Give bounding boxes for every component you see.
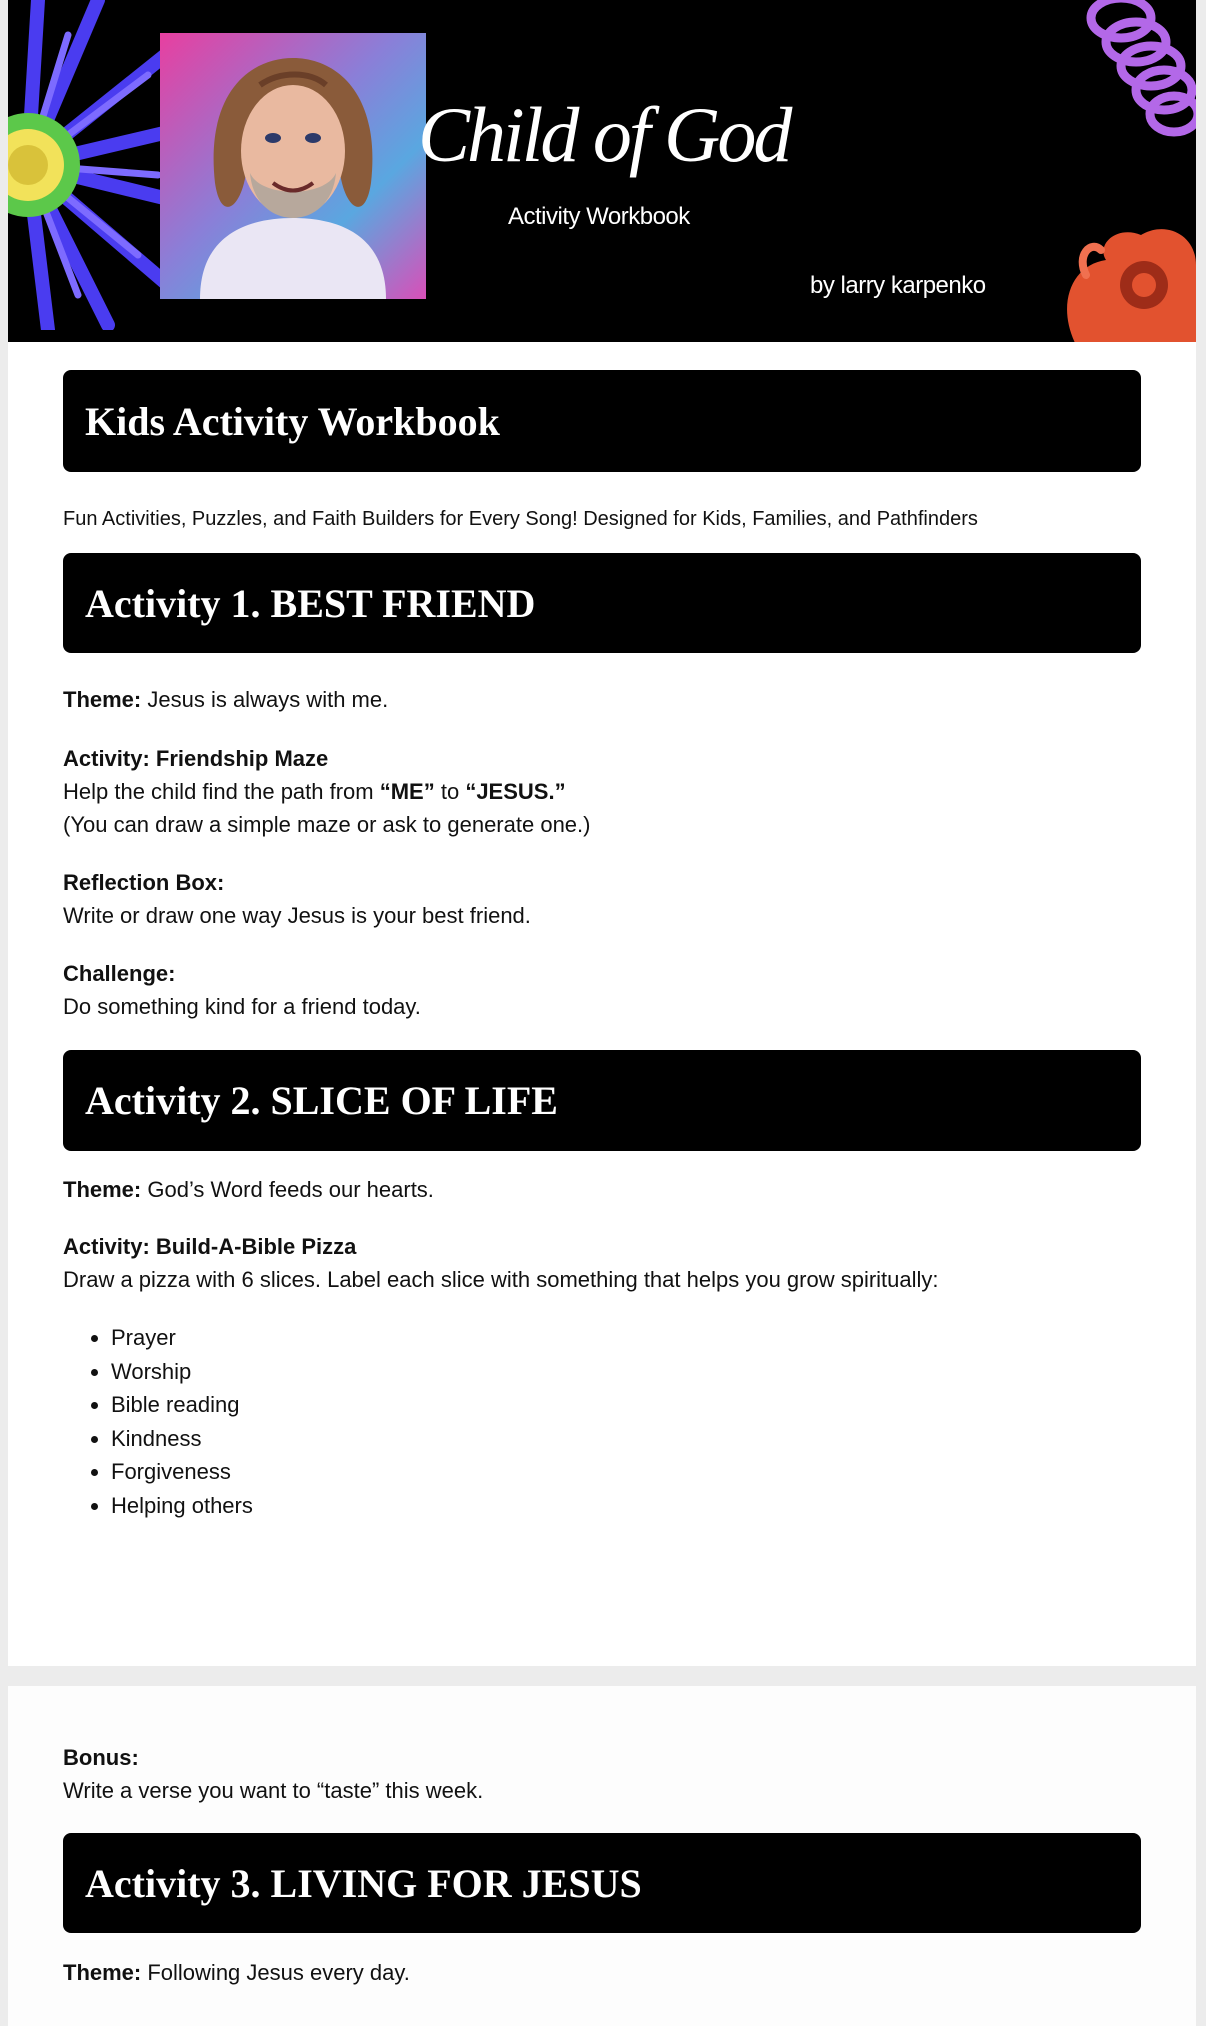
workbook-page-2 — [8, 1686, 1196, 2026]
activity-3-heading: Activity 3. LIVING FOR JESUS — [63, 1833, 1141, 1933]
challenge-label: Challenge: — [63, 961, 176, 986]
theme-label: Theme: — [63, 1960, 142, 1985]
workbook-page-1 — [8, 0, 1196, 1666]
theme-label: Theme: — [63, 687, 142, 712]
activity-2-activity-label: Activity: Build-A-Bible Pizza — [63, 1234, 357, 1259]
activity-1-note: (You can draw a simple maze or ask to generate one.) — [63, 812, 591, 837]
banner-author: by larry karpenko — [810, 272, 986, 299]
reflection-text: Write or draw one way Jesus is your best friend. — [63, 903, 531, 928]
list-item: • Helping others — [111, 1489, 1141, 1523]
activity-2-heading: Activity 2. SLICE OF LIFE — [63, 1050, 1141, 1151]
activity-1-theme — [63, 683, 1141, 716]
workbook-intro: Fun Activities, Puzzles, and Faith Builders for Every Song! Designed for Kids, Families, and Pathfinders — [63, 508, 978, 530]
workbook-heading: Kids Activity Workbook — [63, 370, 1141, 472]
bonus-label: Bonus: — [63, 1745, 139, 1770]
activity-2-theme — [63, 1173, 1141, 1206]
list-item: • Worship — [111, 1355, 1141, 1389]
bonus-text: Write a verse you want to “taste” this week. — [63, 1778, 484, 1803]
cover-banner — [8, 0, 1196, 342]
author-portrait — [160, 33, 426, 299]
theme-text: God’s Word feeds our hearts. — [141, 1177, 434, 1202]
activity-1-activity-label: Activity: Friendship Maze — [63, 746, 329, 771]
activity-text-part: Help the child find the path from — [63, 779, 380, 804]
activity-2-activity-text: Draw a pizza with 6 slices. Label each slice with something that helps you grow spiritually: — [63, 1267, 939, 1292]
octopus-illustration — [1046, 215, 1196, 342]
theme-text: Following Jesus every day. — [141, 1960, 410, 1985]
activity-text-part: to — [434, 779, 466, 804]
me-label: “ME” — [379, 779, 435, 804]
theme-label: Theme: — [63, 1177, 142, 1202]
pizza-slice-list — [63, 1321, 1141, 1523]
activity-1-heading: Activity 1. BEST FRIEND — [63, 553, 1141, 653]
list-item: • Bible reading — [111, 1388, 1141, 1422]
activity-1-activity-text — [63, 775, 1141, 808]
list-item: • Prayer — [111, 1321, 1141, 1355]
list-item: • Kindness — [111, 1422, 1141, 1456]
banner-subtitle: Activity Workbook — [508, 203, 690, 230]
activity-3-theme — [63, 1956, 1141, 1989]
reflection-label: Reflection Box: — [63, 870, 225, 895]
banner-title: Child of God — [418, 91, 790, 178]
coil-illustration — [1026, 0, 1196, 140]
challenge-text: Do something kind for a friend today. — [63, 994, 421, 1019]
jesus-label: “JESUS.” — [465, 779, 566, 804]
theme-text: Jesus is always with me. — [141, 687, 389, 712]
list-item: • Forgiveness — [111, 1455, 1141, 1489]
